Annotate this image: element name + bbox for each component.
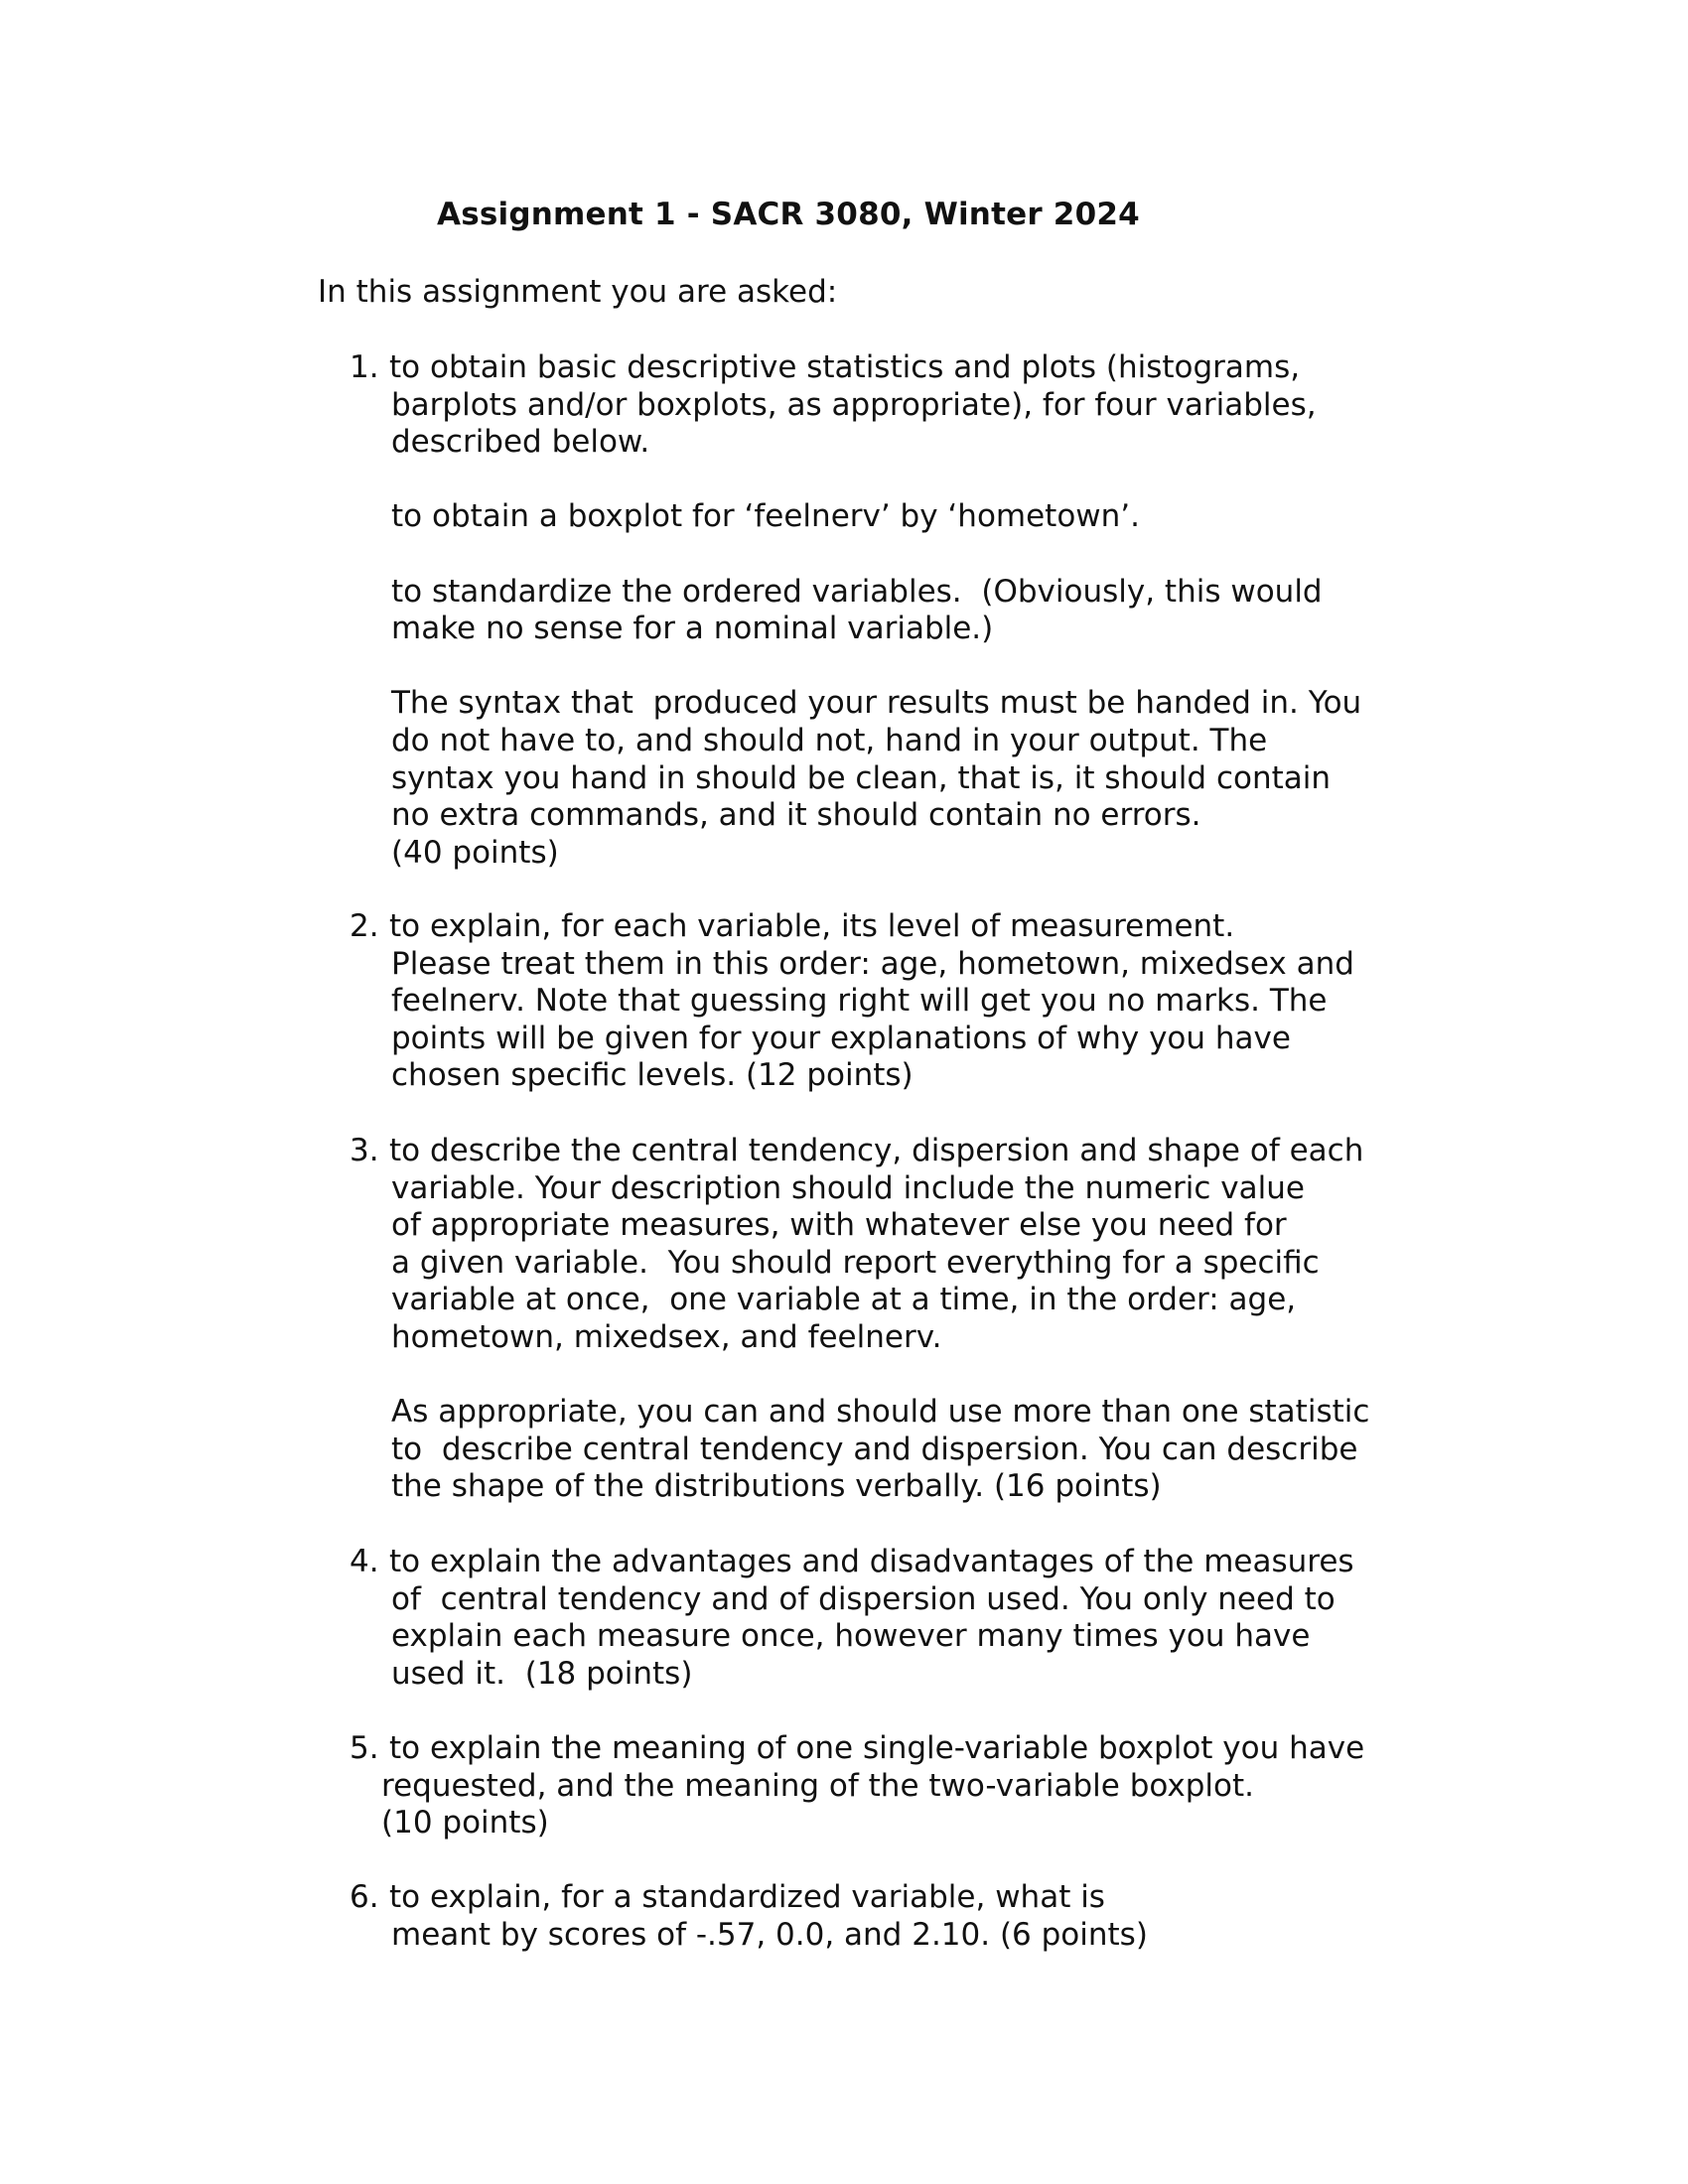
text-line: the shape of the distributions verbally. (16 points) bbox=[391, 1468, 1162, 1505]
item-first-line: to explain, for a standardized variable, what is bbox=[389, 1879, 1105, 1915]
item-block bbox=[350, 946, 1354, 1095]
item-block bbox=[350, 1917, 1148, 1955]
item-block bbox=[350, 387, 1361, 462]
text-line: feelnerv. Note that guessing right will get you no marks. The bbox=[391, 983, 1328, 1020]
text-line: to describe central tendency and dispersion. You can describe bbox=[391, 1431, 1358, 1467]
item-number: 4. bbox=[350, 1544, 379, 1579]
item-number: 1. bbox=[350, 349, 379, 385]
text-line: of appropriate measures, with whatever else you need for bbox=[391, 1207, 1287, 1244]
text-line: no extra commands, and it should contain no errors. bbox=[391, 797, 1201, 834]
text-line: described below. bbox=[391, 424, 650, 461]
item-first-line: to explain the meaning of one single-variable boxplot you have bbox=[389, 1730, 1365, 1766]
item-block bbox=[350, 685, 1361, 872]
text-line: a given variable. You should report everything for a specific bbox=[391, 1244, 1320, 1281]
text-line: to standardize the ordered variables. (Obviously, this would bbox=[391, 573, 1323, 610]
text-line: used it. (18 points) bbox=[391, 1655, 693, 1692]
text-line: (10 points) bbox=[381, 1805, 549, 1842]
item-first-line: to obtain basic descriptive statistics and plots (histograms, bbox=[389, 349, 1301, 385]
item-number: 3. bbox=[350, 1133, 379, 1168]
intro-text: In this assignment you are asked: bbox=[318, 274, 838, 310]
item-block bbox=[350, 1170, 1369, 1357]
text-line: variable at once, one variable at a time, in the order: age, bbox=[391, 1282, 1297, 1318]
item-first-line: to describe the central tendency, dispersion and shape of each bbox=[389, 1133, 1364, 1168]
text-line: barplots and/or boxplots, as appropriate), for four variables, bbox=[391, 386, 1317, 423]
text-line: make no sense for a nominal variable.) bbox=[391, 611, 994, 647]
item-block bbox=[350, 1394, 1369, 1506]
text-line: hometown, mixedsex, and feelnerv. bbox=[391, 1318, 942, 1355]
text-line: requested, and the meaning of the two-variable boxplot. bbox=[381, 1767, 1254, 1804]
text-line: do not have to, and should not, hand in your output. The bbox=[391, 722, 1268, 758]
text-line: Please treat them in this order: age, hometown, mixedsex and bbox=[391, 945, 1354, 982]
text-line: The syntax that produced your results must be handed in. You bbox=[391, 685, 1362, 722]
item-first-line: to explain the advantages and disadvantages of the measures bbox=[389, 1544, 1354, 1579]
item-block bbox=[350, 498, 1361, 536]
item-first-line: to explain, for each variable, its level of measurement. bbox=[389, 908, 1235, 944]
text-line: of central tendency and of dispersion used. You only need to bbox=[391, 1580, 1336, 1617]
text-line: (40 points) bbox=[391, 834, 559, 871]
item-number: 6. bbox=[350, 1879, 379, 1915]
list-item-1 bbox=[350, 349, 1361, 872]
text-line: points will be given for your explanations of why you have bbox=[391, 1020, 1291, 1056]
text-line: chosen specific levels. (12 points) bbox=[391, 1057, 914, 1094]
item-number: 2. bbox=[350, 908, 379, 944]
list-item-5 bbox=[350, 1730, 1364, 1843]
text-line: variable. Your description should include the numeric value bbox=[391, 1169, 1305, 1206]
text-line: As appropriate, you can and should use more than one statistic bbox=[391, 1394, 1370, 1431]
item-block bbox=[350, 1768, 1364, 1843]
list-item-2 bbox=[350, 908, 1354, 1095]
item-block bbox=[350, 1581, 1354, 1694]
list-item-3 bbox=[350, 1133, 1369, 1506]
document-title: Assignment 1 - SACR 3080, Winter 2024 bbox=[437, 197, 1140, 232]
list-item-6 bbox=[350, 1879, 1148, 1954]
text-line: meant by scores of -.57, 0.0, and 2.10. (6 points) bbox=[391, 1916, 1148, 1953]
text-line: to obtain a boxplot for ‘feelnerv’ by ‘hometown’. bbox=[391, 498, 1141, 535]
list-item-4 bbox=[350, 1544, 1354, 1693]
text-line: syntax you hand in should be clean, that is, it should contain bbox=[391, 759, 1332, 796]
text-line: explain each measure once, however many times you have bbox=[391, 1618, 1311, 1655]
item-block bbox=[350, 574, 1361, 648]
item-number: 5. bbox=[350, 1730, 379, 1766]
